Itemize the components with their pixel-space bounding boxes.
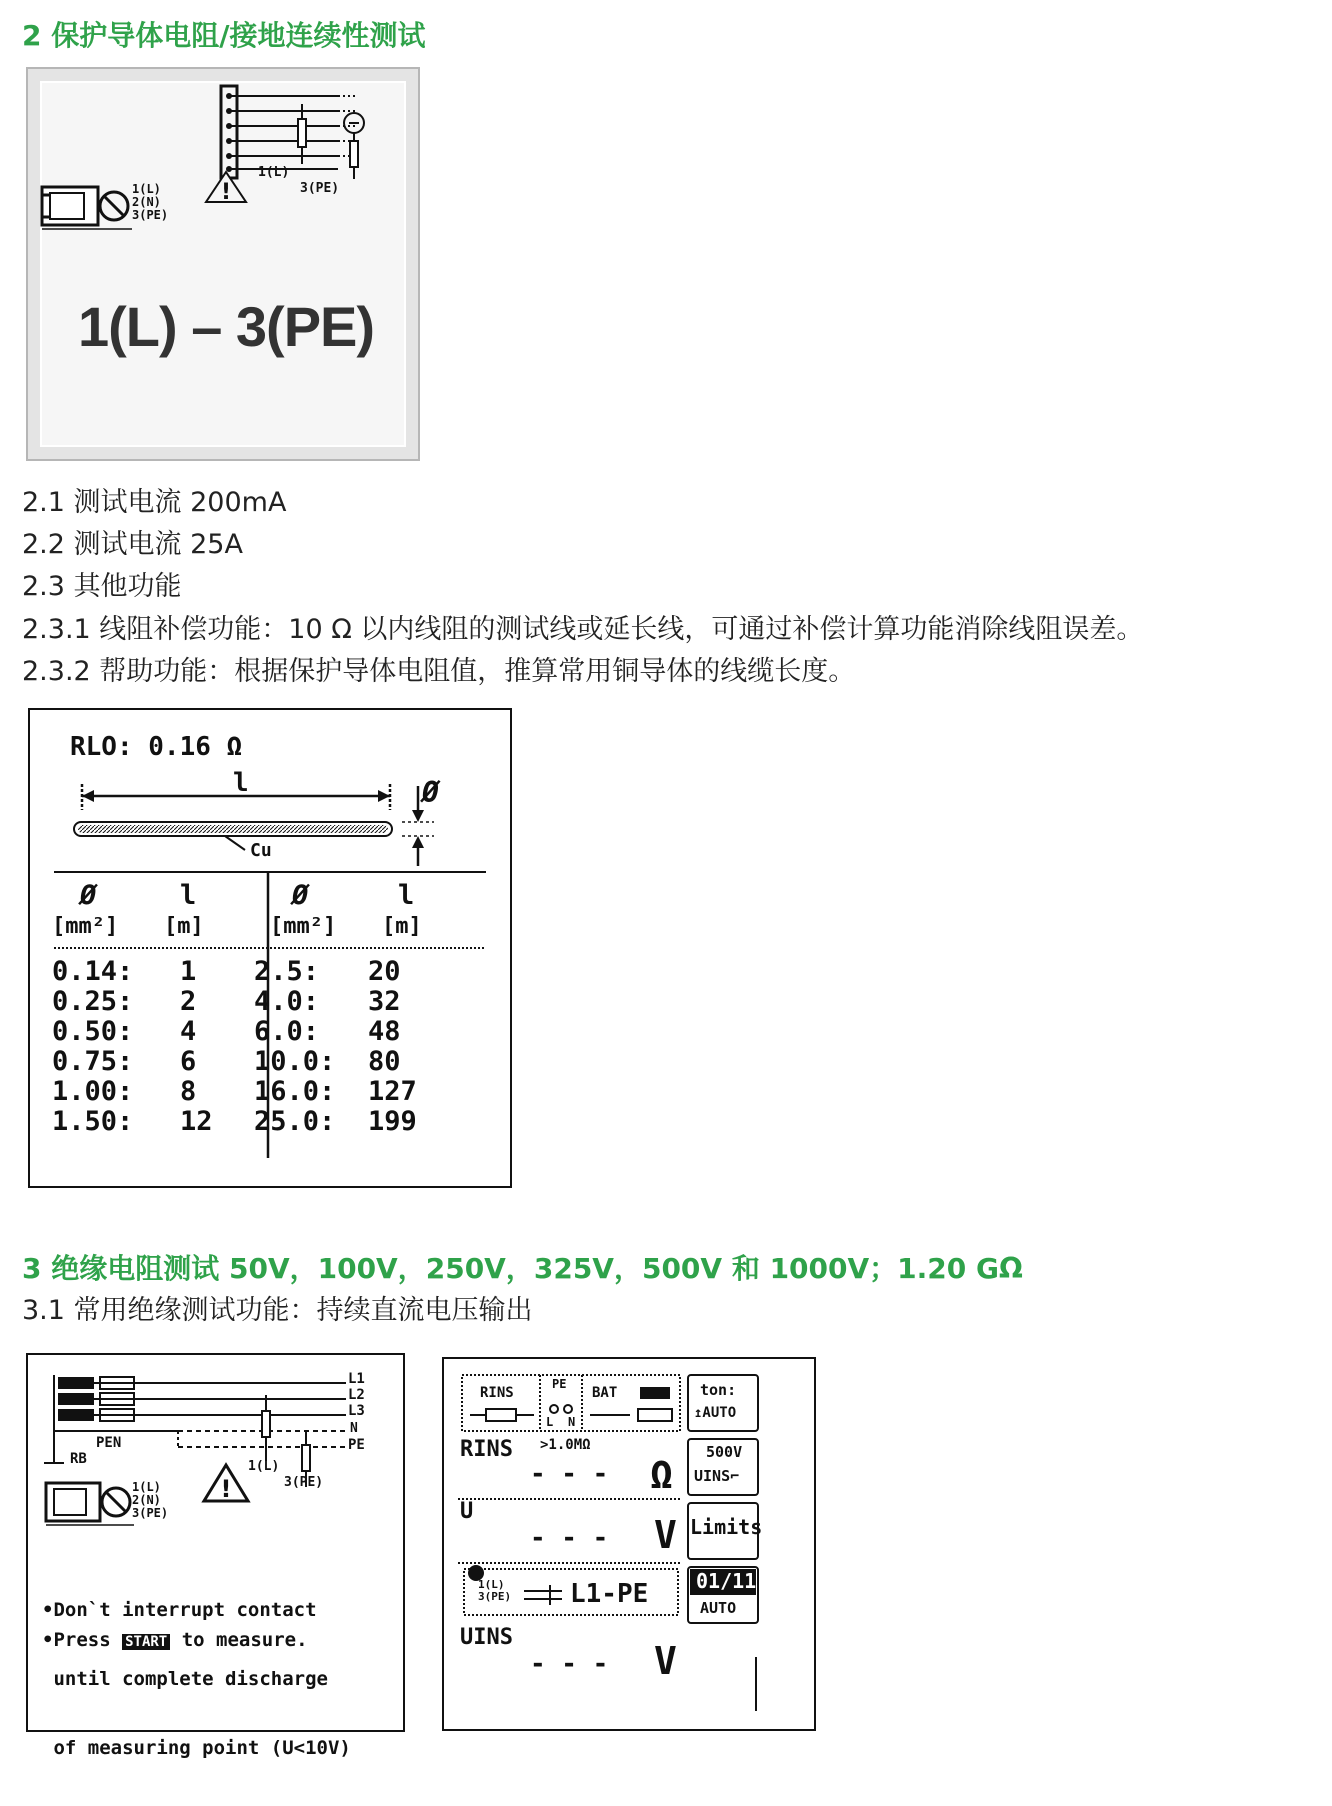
distribution-block — [221, 86, 237, 178]
to-measure-text: to measure. — [181, 1629, 308, 1651]
para-2-1: 2.1 测试电流 200mA — [22, 487, 287, 518]
cable-length-screen — [28, 708, 512, 1188]
table-cell-diameter: 0.75: — [52, 1046, 134, 1077]
label-3pe: 3(PE) — [300, 181, 340, 196]
label-l2: L2 — [348, 1387, 365, 1403]
section-3-title: 3 绝缘电阻测试 50V，100V，250V，325V，500V 和 1000V；1.20 GΩ — [22, 1252, 1023, 1285]
u-value: - - - — [530, 1523, 609, 1553]
conn-1l: 1(L) — [478, 1578, 505, 1591]
conn-3pe: 3(PE) — [132, 208, 169, 222]
label-l3: L3 — [348, 1403, 365, 1419]
insulation-wiring-screen — [26, 1353, 405, 1759]
conn-1l: 1(L) — [132, 1480, 161, 1494]
col-header-dia-left: Ø — [80, 880, 97, 911]
table-cell-diameter: 10.0: — [254, 1046, 336, 1077]
label-rb: RB — [70, 1451, 87, 1467]
para-2-3-1: 2.3.1 线阻补偿功能：10 Ω 以内线阻的测试线或延长线，可通过补偿计算功能消除线阻误差。 — [22, 614, 1144, 645]
wiring-diagram — [28, 69, 418, 459]
pe-switch-icon — [550, 1405, 572, 1413]
pe-icon-label: PE — [552, 1377, 567, 1391]
conn-3pe: 3(PE) — [478, 1590, 512, 1603]
start-key-label: START — [122, 1634, 170, 1650]
label-pen: PEN — [96, 1435, 122, 1451]
cu-label: Cu — [250, 840, 272, 861]
n-icon-label: N — [568, 1415, 576, 1429]
table-cell-length: 4 — [180, 1016, 197, 1047]
col-header-len-left: l — [180, 880, 197, 911]
para-2-3-2: 2.3.2 帮助功能：根据保护导体电阻值，推算常用铜导体的线缆长度。 — [22, 656, 856, 687]
warning-line-3: of measuring point (U<10V) — [42, 1737, 351, 1759]
section-2-title: 2 保护导体电阻/接地连续性测试 — [22, 19, 426, 52]
press-text: •Press — [42, 1629, 111, 1651]
table-cell-length: 20 — [368, 956, 401, 987]
bat-label: BAT — [592, 1385, 618, 1401]
conn-3pe: 3(PE) — [132, 1506, 169, 1520]
label-1l: 1(L) — [258, 165, 290, 180]
table-cell-length: 32 — [368, 986, 401, 1017]
probe-connection-labels — [478, 1579, 511, 1603]
measurement-path: L1-PE — [570, 1579, 649, 1609]
table-cell-length: 1 — [180, 956, 197, 987]
connector-labels — [132, 183, 168, 222]
uins-label: UINS — [460, 1625, 513, 1650]
col-unit-dia-right: [mm²] — [270, 914, 337, 939]
warning-line-1: •Don`t interrupt contact — [42, 1599, 317, 1621]
u-unit: V — [654, 1513, 677, 1557]
test-voltage-value[interactable]: 500V — [706, 1443, 743, 1461]
insulation-measurement-screen — [442, 1357, 816, 1731]
col-unit-len-right: [m] — [382, 914, 422, 939]
col-unit-dia-left: [mm²] — [52, 914, 119, 939]
conn-2n: 2(N) — [132, 1493, 161, 1507]
connector-socket-icon — [42, 187, 98, 225]
rins-value: - - - — [530, 1459, 609, 1489]
measurement-auto-button[interactable]: AUTO — [700, 1599, 737, 1617]
table-cell-length: 6 — [180, 1046, 197, 1077]
probe-1l-icon — [262, 1395, 270, 1461]
table-cell-length: 12 — [180, 1106, 213, 1137]
table-cell-diameter: 0.25: — [52, 986, 134, 1017]
col-unit-len-left: [m] — [164, 914, 204, 939]
table-cell-length: 199 — [368, 1106, 417, 1137]
label-probe-3pe: 3(PE) — [284, 1475, 324, 1490]
table-cell-length: 2 — [180, 986, 197, 1017]
col-header-len-right: l — [398, 880, 415, 911]
rlo-value: RLO: 0.16 Ω — [70, 732, 243, 762]
table-cell-diameter: 1.50: — [52, 1106, 134, 1137]
uins-unit: V — [654, 1639, 677, 1683]
rins-threshold: >1.0MΩ — [540, 1437, 591, 1453]
table-cell-diameter: 2.5: — [254, 956, 320, 987]
wiring-diagram-figure — [26, 67, 420, 461]
svg-text:!: ! — [220, 1475, 232, 1503]
table-cell-length: 48 — [368, 1016, 401, 1047]
table-cell-diameter: 0.50: — [52, 1016, 134, 1047]
table-cell-diameter: 16.0: — [254, 1076, 336, 1107]
label-n: N — [350, 1421, 358, 1436]
length-symbol: l — [233, 768, 249, 798]
no-connection-icon — [102, 1488, 130, 1516]
limits-button[interactable]: Limits — [690, 1515, 763, 1539]
probe-connection-icon — [524, 1585, 562, 1605]
svg-text:!: ! — [220, 180, 232, 205]
no-connection-icon — [100, 192, 128, 220]
measurement-screen-frame — [444, 1359, 814, 1729]
table-cell-diameter: 4.0: — [254, 986, 320, 1017]
label-probe-1l: 1(L) — [248, 1459, 280, 1474]
resistor-icon — [470, 1409, 534, 1421]
table-cell-diameter: 1.00: — [52, 1076, 134, 1107]
measurement-counter[interactable]: 01/11 — [696, 1569, 757, 1593]
uins-value: - - - — [530, 1649, 609, 1679]
connector-labels — [132, 1481, 168, 1520]
label-pe: PE — [348, 1437, 365, 1453]
rins-label: RINS — [460, 1437, 513, 1462]
table-cell-length: 80 — [368, 1046, 401, 1077]
uins-mode-button[interactable]: UINS⌐ — [694, 1467, 740, 1485]
table-cell-diameter: 0.14: — [52, 956, 134, 987]
l-icon-label: L — [546, 1415, 554, 1429]
warning-icon — [206, 172, 246, 205]
label-l1: L1 — [348, 1371, 365, 1387]
para-2-2: 2.2 测试电流 25A — [22, 529, 243, 560]
ton-label[interactable]: ton: — [700, 1381, 737, 1399]
table-cell-length: 8 — [180, 1076, 197, 1107]
conn-2n: 2(N) — [132, 195, 161, 209]
probe-3pe-icon — [344, 113, 364, 179]
u-label: U — [460, 1499, 474, 1524]
table-cell-length: 127 — [368, 1076, 417, 1107]
conn-1l: 1(L) — [132, 182, 161, 196]
line-labels — [348, 1371, 365, 1419]
warning-icon — [204, 1465, 248, 1503]
ohm-unit: Ω — [650, 1453, 673, 1497]
ground-icon — [44, 1447, 64, 1463]
connector-socket-icon — [46, 1483, 100, 1521]
para-2-3: 2.3 其他功能 — [22, 571, 182, 602]
table-cell-diameter: 25.0: — [254, 1106, 336, 1137]
press-start-instruction — [42, 1629, 308, 1651]
diameter-symbol: Ø — [422, 776, 439, 809]
rins-icon-label: RINS — [480, 1385, 514, 1401]
ton-auto-button[interactable]: ↥AUTO — [694, 1405, 737, 1421]
test-path-label: 1(L) – 3(PE) — [78, 295, 375, 358]
para-3-1: 3.1 常用绝缘测试功能：持续直流电压输出 — [22, 1295, 533, 1326]
discharge-warning — [42, 1553, 351, 1806]
col-header-dia-right: Ø — [292, 880, 309, 911]
warning-line-2: until complete discharge — [42, 1668, 328, 1690]
table-cell-diameter: 6.0: — [254, 1016, 320, 1047]
